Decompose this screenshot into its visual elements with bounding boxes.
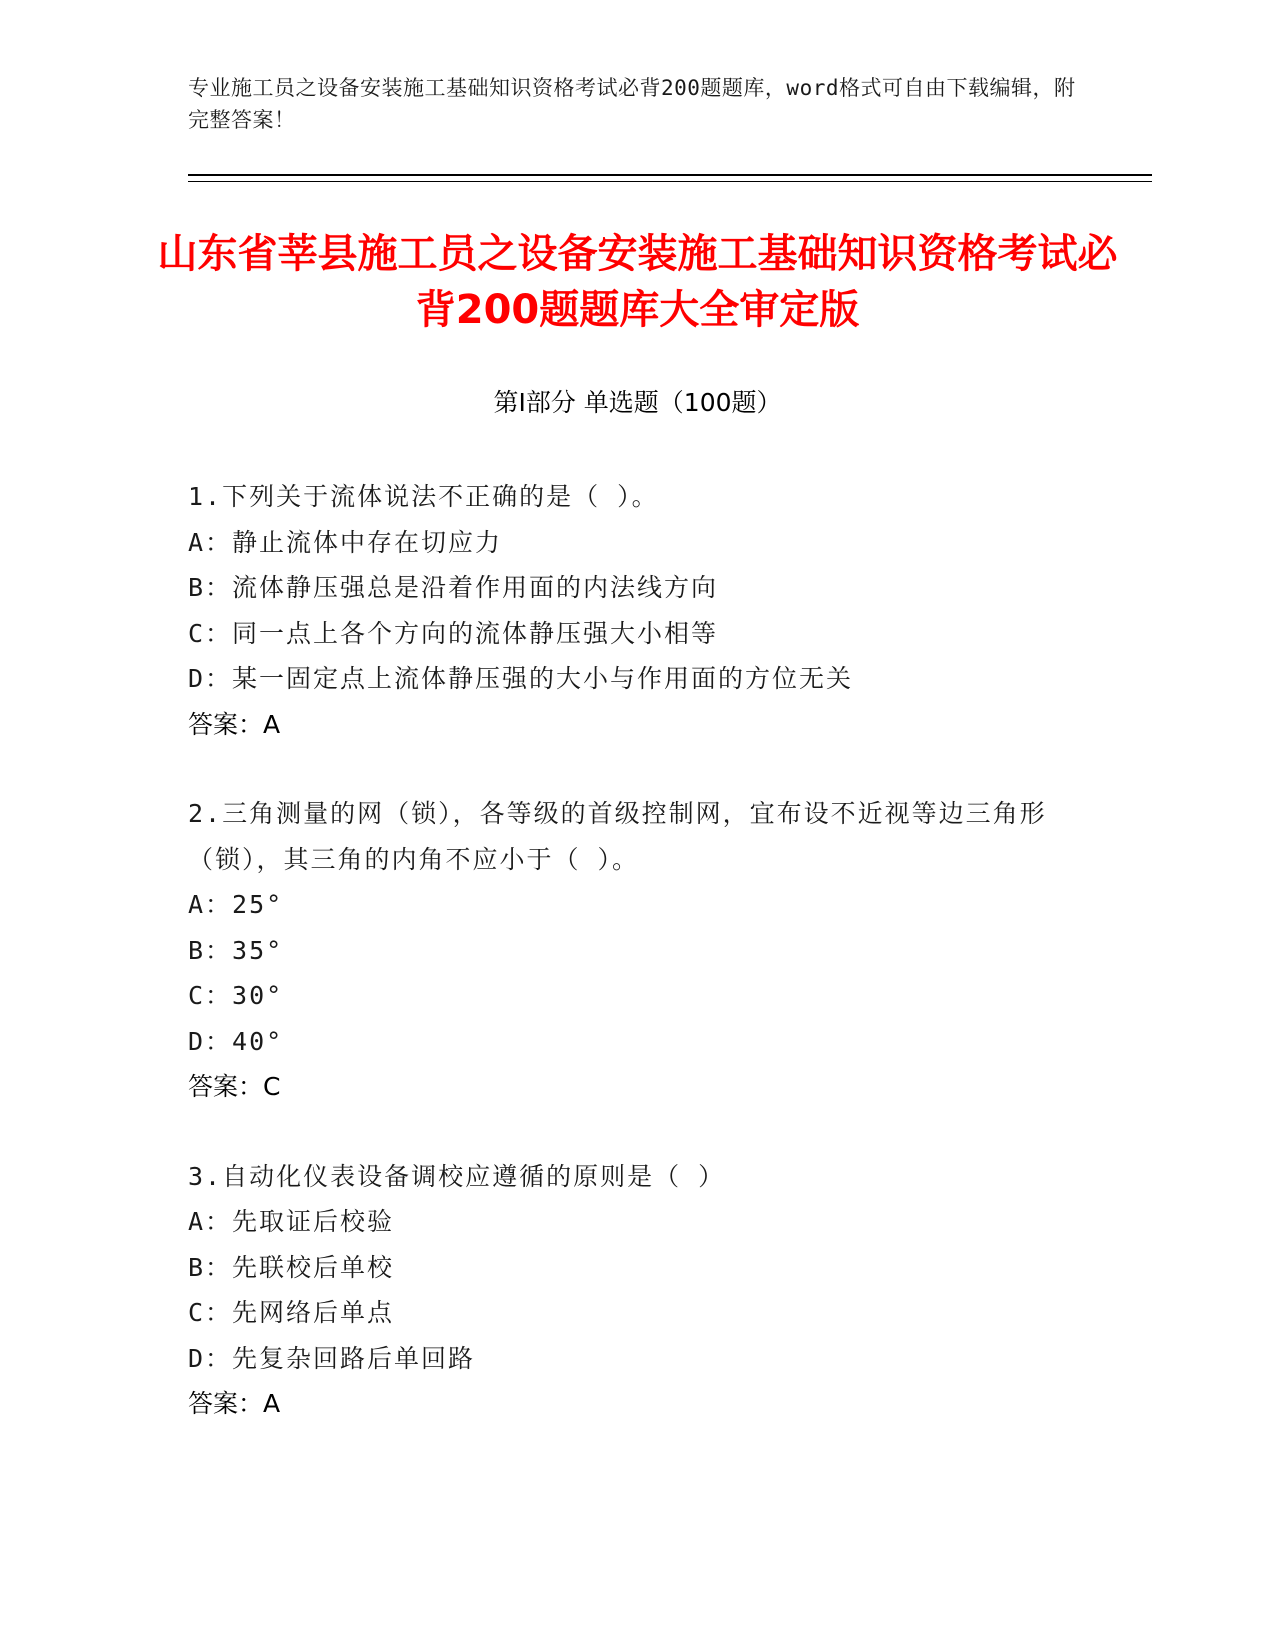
option-b: B：先联校后单校 [188,1252,395,1282]
header-divider-thick [188,174,1152,176]
answer: 答案：C [188,1072,281,1101]
question-stem: 2.三角测量的网（锁），各等级的首级控制网，宜布设不近视等边三角形（锁），其三角的内角不应小于（ ）。 [188,799,1047,874]
question-stem: 1.下列关于流体说法不正确的是（ ）。 [188,482,659,511]
question-stem: 3.自动化仪表设备调校应遵循的原则是（ ） [188,1161,726,1191]
question-3 [188,1154,1068,1427]
option-a: A：静止流体中存在切应力 [188,527,503,557]
option-c: C：先网络后单点 [188,1298,395,1327]
answer: 答案：A [188,709,281,739]
header-note: 专业施工员之设备安装施工基础知识资格考试必背200题题库，word格式可自由下载编辑，附完整答案！ [188,76,1076,132]
header-divider-thin [188,181,1152,182]
section-heading: 第I部分 单选题（100题） [493,388,782,417]
option-a: A：25° [188,890,284,919]
option-d: D：40° [188,1026,284,1056]
option-b: B：流体静压强总是沿着作用面的内法线方向 [188,573,719,602]
document-title: 山东省莘县施工员之设备安装施工基础知识资格考试必背200题题库大全审定版 [157,231,1118,333]
question-2 [188,791,1068,1110]
option-c: C：30° [188,981,284,1010]
option-c: C：同一点上各个方向的流体静压强大小相等 [188,618,719,648]
option-d: D：某一固定点上流体静压强的大小与作用面的方位无关 [188,664,854,693]
question-1 [188,474,1068,747]
option-b: B：35° [188,935,284,965]
option-d: D：先复杂回路后单回路 [188,1343,476,1373]
answer: 答案：A [188,1389,281,1418]
question-list [188,474,1068,1471]
option-a: A：先取证后校验 [188,1207,395,1236]
